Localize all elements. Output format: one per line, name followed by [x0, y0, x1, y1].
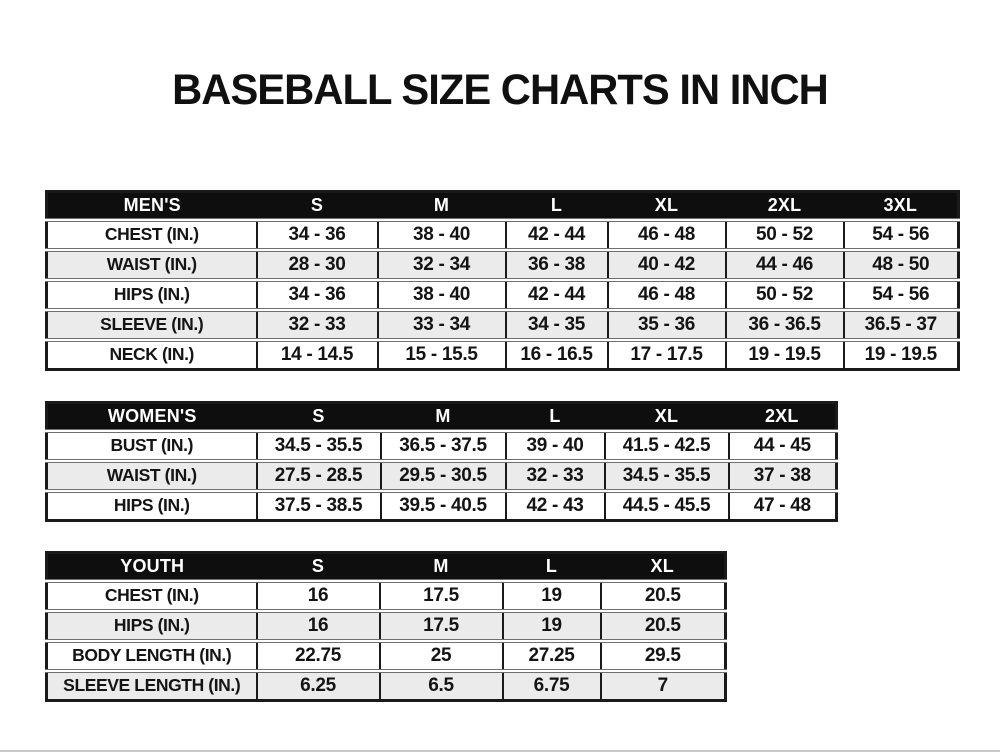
womens-group-header: WOMEN'S	[47, 403, 257, 431]
size-value-cell: 19	[503, 611, 601, 641]
table-row	[47, 461, 837, 491]
size-value-cell: 34 - 35	[506, 310, 608, 340]
size-value-cell: 16 - 16.5	[506, 340, 608, 370]
row-label: BUST (IN.)	[47, 431, 257, 461]
mens-header-row	[47, 192, 959, 220]
size-value-cell: 29.5	[601, 641, 726, 671]
size-column-header: 3XL	[844, 192, 959, 220]
table-row	[47, 310, 959, 340]
size-value-cell: 38 - 40	[378, 280, 506, 310]
size-value-cell: 44.5 - 45.5	[605, 491, 729, 521]
size-value-cell: 32 - 34	[378, 250, 506, 280]
size-value-cell: 19 - 19.5	[726, 340, 844, 370]
size-value-cell: 44 - 45	[729, 431, 837, 461]
size-value-cell: 34.5 - 35.5	[257, 431, 381, 461]
size-value-cell: 54 - 56	[844, 280, 959, 310]
row-label: CHEST (IN.)	[47, 220, 257, 250]
size-value-cell: 54 - 56	[844, 220, 959, 250]
size-value-cell: 40 - 42	[608, 250, 726, 280]
table-row	[47, 250, 959, 280]
table-row	[47, 671, 726, 701]
table-row	[47, 340, 959, 370]
size-value-cell: 47 - 48	[729, 491, 837, 521]
size-value-cell: 14 - 14.5	[257, 340, 378, 370]
size-value-cell: 34.5 - 35.5	[605, 461, 729, 491]
size-value-cell: 50 - 52	[726, 220, 844, 250]
table-row	[47, 220, 959, 250]
size-column-header: XL	[608, 192, 726, 220]
size-value-cell: 34 - 36	[257, 280, 378, 310]
size-column-header: 2XL	[726, 192, 844, 220]
size-value-cell: 36.5 - 37.5	[381, 431, 506, 461]
row-label: WAIST (IN.)	[47, 461, 257, 491]
womens-size-table	[45, 401, 838, 522]
youth-size-table	[45, 551, 727, 702]
size-column-header: L	[506, 192, 608, 220]
size-column-header: L	[506, 403, 605, 431]
size-value-cell: 48 - 50	[844, 250, 959, 280]
size-value-cell: 15 - 15.5	[378, 340, 506, 370]
table-row	[47, 280, 959, 310]
size-value-cell: 46 - 48	[608, 280, 726, 310]
size-column-header: XL	[605, 403, 729, 431]
size-value-cell: 42 - 43	[506, 491, 605, 521]
size-value-cell: 32 - 33	[257, 310, 378, 340]
size-value-cell: 36.5 - 37	[844, 310, 959, 340]
table-row	[47, 491, 837, 521]
size-value-cell: 27.25	[503, 641, 601, 671]
size-value-cell: 39.5 - 40.5	[381, 491, 506, 521]
size-value-cell: 20.5	[601, 611, 726, 641]
size-value-cell: 27.5 - 28.5	[257, 461, 381, 491]
size-value-cell: 33 - 34	[378, 310, 506, 340]
size-column-header: 2XL	[729, 403, 837, 431]
row-label: BODY LENGTH (IN.)	[47, 641, 257, 671]
table-row	[47, 641, 726, 671]
size-value-cell: 19 - 19.5	[844, 340, 959, 370]
size-value-cell: 32 - 33	[506, 461, 605, 491]
row-label: HIPS (IN.)	[47, 280, 257, 310]
size-value-cell: 35 - 36	[608, 310, 726, 340]
size-value-cell: 46 - 48	[608, 220, 726, 250]
mens-size-table	[45, 190, 960, 371]
size-value-cell: 36 - 38	[506, 250, 608, 280]
size-value-cell: 16	[257, 581, 380, 611]
row-label: NECK (IN.)	[47, 340, 257, 370]
size-value-cell: 42 - 44	[506, 280, 608, 310]
size-column-header: S	[257, 192, 378, 220]
youth-group-header: YOUTH	[47, 553, 257, 581]
mens-group-header: MEN'S	[47, 192, 257, 220]
size-value-cell: 6.25	[257, 671, 380, 701]
table-row	[47, 611, 726, 641]
size-column-header: M	[378, 192, 506, 220]
size-value-cell: 19	[503, 581, 601, 611]
size-value-cell: 37.5 - 38.5	[257, 491, 381, 521]
size-value-cell: 6.75	[503, 671, 601, 701]
table-row	[47, 431, 837, 461]
size-value-cell: 29.5 - 30.5	[381, 461, 506, 491]
row-label: WAIST (IN.)	[47, 250, 257, 280]
size-value-cell: 50 - 52	[726, 280, 844, 310]
row-label: CHEST (IN.)	[47, 581, 257, 611]
size-value-cell: 17.5	[380, 581, 503, 611]
size-value-cell: 38 - 40	[378, 220, 506, 250]
size-value-cell: 22.75	[257, 641, 380, 671]
size-value-cell: 6.5	[380, 671, 503, 701]
size-value-cell: 7	[601, 671, 726, 701]
size-value-cell: 17.5	[380, 611, 503, 641]
size-value-cell: 39 - 40	[506, 431, 605, 461]
womens-header-row	[47, 403, 837, 431]
size-value-cell: 41.5 - 42.5	[605, 431, 729, 461]
size-value-cell: 25	[380, 641, 503, 671]
page-title: BASEBALL SIZE CHARTS IN INCH	[172, 66, 828, 114]
size-value-cell: 17 - 17.5	[608, 340, 726, 370]
size-column-header: XL	[601, 553, 726, 581]
row-label: SLEEVE LENGTH (IN.)	[47, 671, 257, 701]
row-label: HIPS (IN.)	[47, 491, 257, 521]
youth-header-row	[47, 553, 726, 581]
size-value-cell: 42 - 44	[506, 220, 608, 250]
size-value-cell: 37 - 38	[729, 461, 837, 491]
size-value-cell: 44 - 46	[726, 250, 844, 280]
size-value-cell: 28 - 30	[257, 250, 378, 280]
size-value-cell: 34 - 36	[257, 220, 378, 250]
size-column-header: M	[380, 553, 503, 581]
size-column-header: M	[381, 403, 506, 431]
size-column-header: L	[503, 553, 601, 581]
size-value-cell: 20.5	[601, 581, 726, 611]
size-value-cell: 16	[257, 611, 380, 641]
size-column-header: S	[257, 403, 381, 431]
size-column-header: S	[257, 553, 380, 581]
table-row	[47, 581, 726, 611]
row-label: HIPS (IN.)	[47, 611, 257, 641]
size-value-cell: 36 - 36.5	[726, 310, 844, 340]
row-label: SLEEVE (IN.)	[47, 310, 257, 340]
